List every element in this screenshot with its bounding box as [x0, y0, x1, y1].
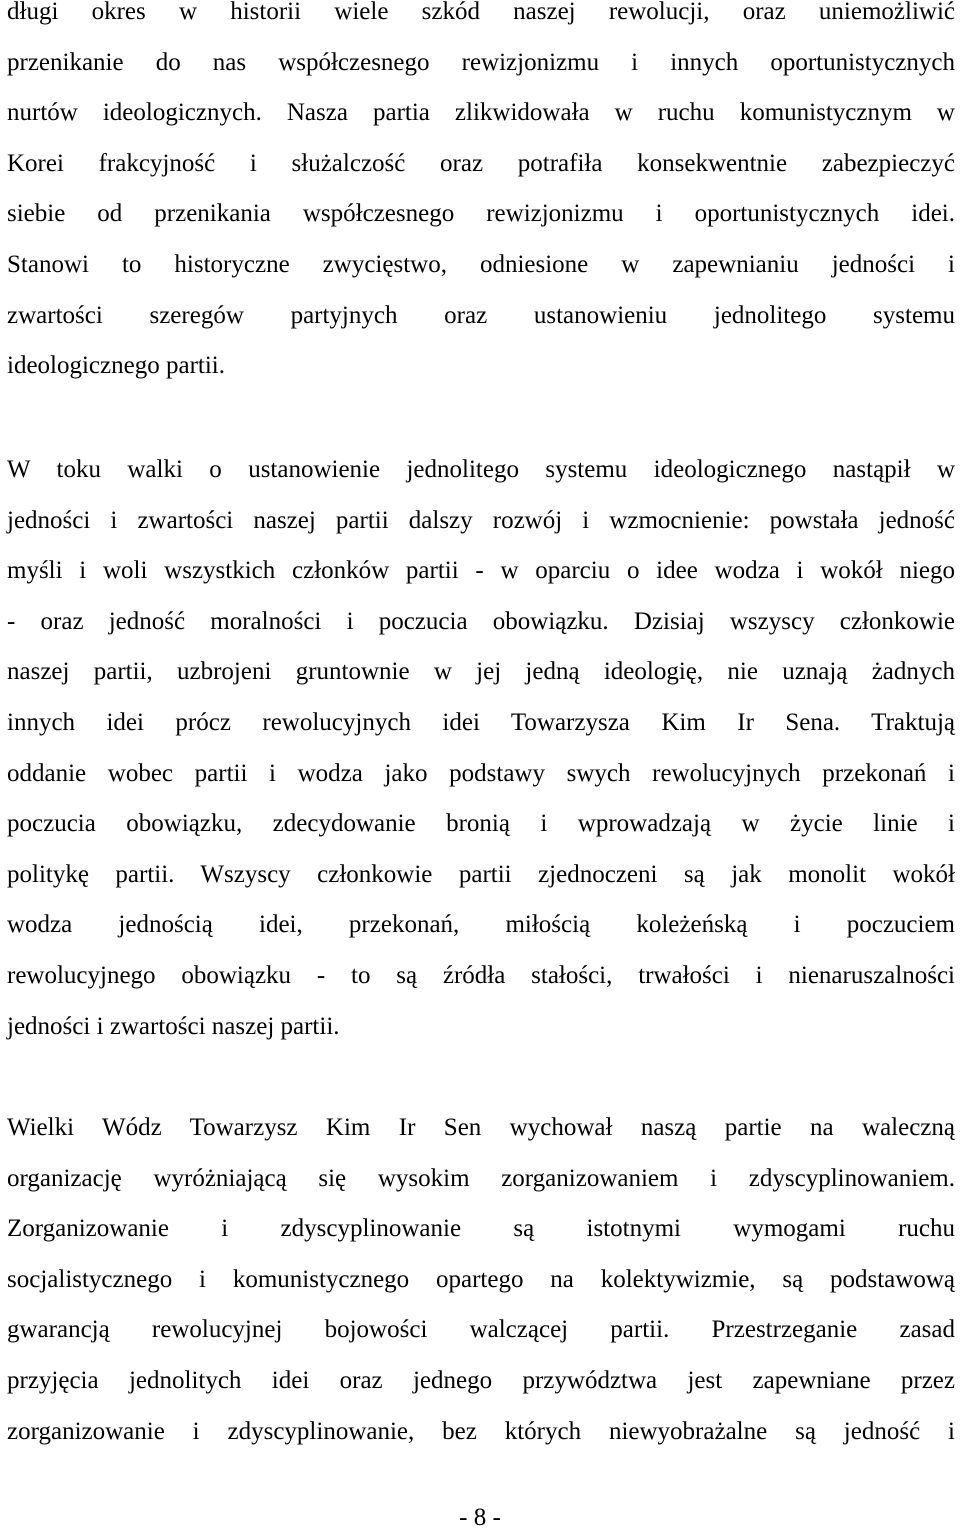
text-line: przyjęcia jednolitych idei oraz jednego przywództwa jest zapewniane przez: [7, 1366, 955, 1394]
page-number: - 8 -: [459, 1504, 501, 1531]
text-line: W toku walki o ustanowienie jednolitego systemu ideologicznego nastąpił w: [7, 456, 955, 483]
text-line: długi okres w historii wiele szkód naszej rewolucji, oraz uniemożliwić: [7, 0, 955, 25]
text-line: innych idei prócz rewolucyjnych idei Towarzysza Kim Ir Sena. Traktują: [7, 708, 955, 736]
text-line: jedności i zwartości naszej partii dalszy rozwój i wzmocnienie: powstała jedność: [7, 506, 955, 534]
paragraph-3: [7, 1103, 955, 1457]
paragraph-2: [7, 445, 955, 1052]
text-line: przenikanie do nas współczesnego rewizjonizmu i innych oportunistycznych: [7, 48, 955, 76]
text-line: politykę partii. Wszyscy członkowie partii zjednoczeni są jak monolit wokół: [7, 860, 955, 888]
text-line: ideologicznego partii.: [7, 352, 225, 380]
text-line: Korei frakcyjność i służalczość oraz potrafiła konsekwentnie zabezpieczyć: [7, 149, 955, 177]
text-line: naszej partii, uzbrojeni gruntownie w jej jedną ideologię, nie uznają żadnych: [7, 658, 955, 686]
text-line: Stanowi to historyczne zwycięstwo, odniesione w zapewnianiu jedności i: [7, 250, 955, 278]
text-line: gwarancją rewolucyjnej bojowości walczącej partii. Przestrzeganie zasad: [7, 1316, 955, 1344]
text-line: rewolucyjnego obowiązku - to są źródła stałości, trwałości i nienaruszalności: [7, 961, 955, 989]
text-line: jedności i zwartości naszej partii.: [7, 1012, 340, 1040]
text-line: zorganizowanie i zdyscyplinowanie, bez których niewyobrażalne są jedność i: [7, 1417, 955, 1445]
text-line: wodza jednością idei, przekonań, miłością koleżeńską i poczuciem: [7, 911, 955, 939]
paragraph-1: [7, 0, 955, 392]
text-line: oddanie wobec partii i wodza jako podstawy swych rewolucyjnych przekonań i: [7, 759, 955, 787]
text-line: - oraz jedność moralności i poczucia obowiązku. Dzisiaj wszyscy członkowie: [7, 607, 955, 635]
text-line: myśli i woli wszystkich członków partii - w oparciu o idee wodza i wokół niego: [7, 557, 955, 585]
text-line: zwartości szeregów partyjnych oraz ustanowieniu jednolitego systemu: [7, 301, 955, 329]
text-line: poczucia obowiązku, zdecydowanie bronią i wprowadzają w życie linie i: [7, 810, 955, 838]
text-line: Wielki Wódz Towarzysz Kim Ir Sen wychował naszą partie na waleczną: [7, 1114, 955, 1141]
text-line: nurtów ideologicznych. Nasza partia zlikwidowała w ruchu komunistycznym w: [7, 99, 955, 127]
text-line: organizację wyróżniającą się wysokim zorganizowaniem i zdyscyplinowaniem.: [7, 1164, 955, 1192]
text-line: socjalistycznego i komunistycznego opartego na kolektywizmie, są podstawową: [7, 1265, 955, 1293]
text-line: Zorganizowanie i zdyscyplinowanie są istotnymi wymogami ruchu: [7, 1215, 955, 1243]
text-line: siebie od przenikania współczesnego rewizjonizmu i oportunistycznych idei.: [7, 200, 955, 228]
